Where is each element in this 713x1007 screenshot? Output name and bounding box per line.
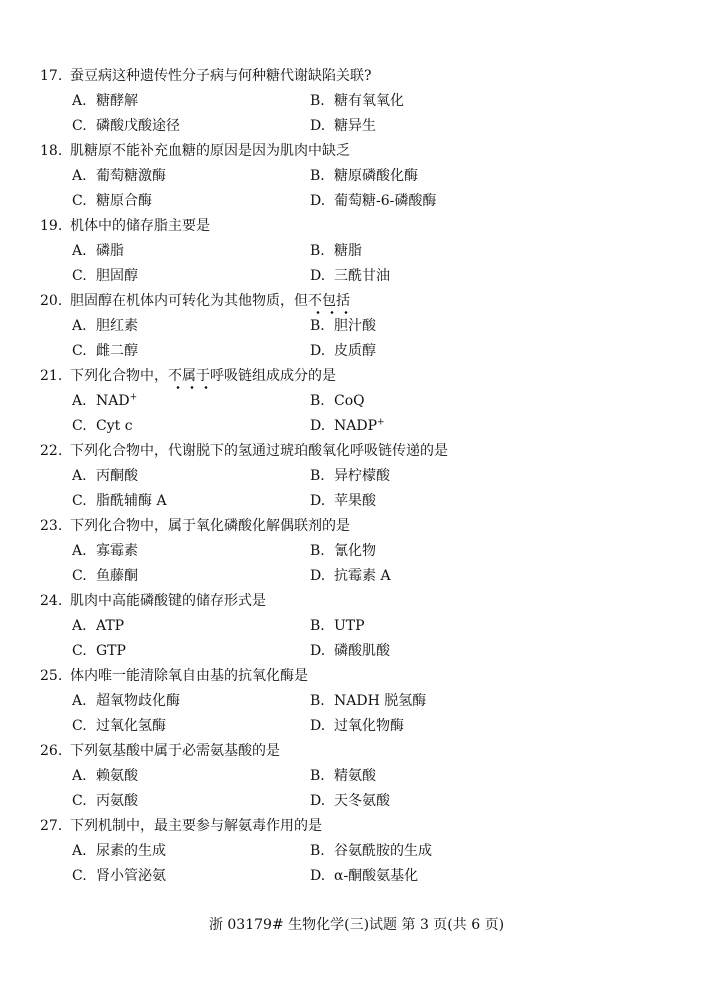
question-stem: [40, 290, 350, 312]
option-c: C. 脂酰辅酶 A: [72, 493, 167, 509]
option-c: C. 鱼藤酮: [72, 568, 138, 584]
question-text: 肌肉中高能磷酸键的储存形式是: [70, 593, 266, 609]
option-c: C. 胆固醇: [72, 268, 138, 284]
option-d: D. 磷酸肌酸: [310, 643, 390, 659]
option-a: A. 胆红素: [72, 318, 138, 334]
option-d: D. 抗霉素 A: [310, 568, 391, 584]
option-c: C. GTP: [72, 643, 126, 659]
emphasis-dotted-text: 不属于: [168, 368, 210, 384]
option-b: B. UTP: [310, 618, 365, 634]
question-text: 下列化合物中，: [70, 368, 168, 384]
question-number: 21.: [40, 368, 63, 384]
question-text-tail: 呼吸链组成成分的是: [210, 368, 336, 384]
question-stem: [40, 365, 336, 387]
option-b: B. 胆汁酸: [310, 318, 376, 334]
option-b: B. 糖原磷酸化酶: [310, 168, 418, 184]
option-a: A. 糖酵解: [72, 93, 138, 109]
option-a: A. 丙酮酸: [72, 468, 138, 484]
question-stem: [40, 740, 280, 762]
question-number: 20.: [40, 293, 63, 309]
option-c: C. 丙氨酸: [72, 793, 138, 809]
option-a: A. ATP: [72, 618, 125, 634]
option-c: C. 过氧化氢酶: [72, 718, 166, 734]
option-a: A. 尿素的生成: [72, 843, 166, 859]
question-stem: [40, 215, 210, 237]
option-d: D. 苹果酸: [310, 493, 376, 509]
option-c: C. 雌二醇: [72, 343, 138, 359]
option-a: A. 赖氨酸: [72, 768, 138, 784]
question-stem: [40, 140, 350, 162]
option-b: B. 氰化物: [310, 543, 376, 559]
option-d: D. NADP+: [310, 417, 385, 434]
option-d: D. 糖异生: [310, 118, 376, 134]
option-b: B. 异柠檬酸: [310, 468, 390, 484]
option-b: B. 精氨酸: [310, 768, 376, 784]
option-d: D. 过氧化物酶: [310, 718, 404, 734]
option-a: A. 寡霉素: [72, 543, 138, 559]
option-a: A. 超氧物歧化酶: [72, 693, 180, 709]
question-number: 24.: [40, 593, 63, 609]
question-text: 体内唯一能清除氧自由基的抗氧化酶是: [70, 668, 308, 684]
option-b: B. 谷氨酰胺的生成: [310, 843, 432, 859]
question-text: 下列机制中，最主要参与解氨毒作用的是: [70, 818, 322, 834]
question-stem: [40, 815, 322, 837]
option-c: C. 糖原合酶: [72, 193, 152, 209]
question-text: 机体中的储存脂主要是: [70, 218, 210, 234]
option-c: C. 肾小管泌氨: [72, 868, 166, 884]
page-footer: 浙 03179# 生物化学(三)试题 第 3 页(共 6 页): [208, 917, 505, 933]
option-b: B. NADH 脱氢酶: [310, 693, 427, 709]
question-stem: [40, 590, 266, 612]
option-d: D. 葡萄糖-6-磷酸酶: [310, 193, 437, 209]
question-text: 下列化合物中，属于氧化磷酸化解偶联剂的是: [70, 518, 350, 534]
question-number: 18.: [40, 143, 63, 159]
question-text: 胆固醇在机体内可转化为其他物质，但: [70, 293, 308, 309]
question-text: 下列化合物中，代谢脱下的氢通过琥珀酸氧化呼吸链传递的是: [70, 443, 448, 459]
question-stem: [40, 65, 372, 87]
option-b: B. CoQ: [310, 393, 365, 409]
question-stem: [40, 665, 308, 687]
question-text: 肌糖原不能补充血糖的原因是因为肌肉中缺乏: [70, 143, 350, 159]
superscript: +: [129, 392, 138, 403]
question-number: 25.: [40, 668, 63, 684]
question-text: 下列氨基酸中属于必需氨基酸的是: [70, 743, 280, 759]
option-b: B. 糖脂: [310, 243, 362, 259]
question-number: 26.: [40, 743, 63, 759]
question-number: 22.: [40, 443, 63, 459]
option-a: A. NAD+: [72, 392, 138, 409]
option-c: C. 磷酸戊酸途径: [72, 118, 180, 134]
option-d: D. 天冬氨酸: [310, 793, 390, 809]
question-stem: [40, 515, 350, 537]
question-number: 17.: [40, 68, 63, 84]
option-b: B. 糖有氧氧化: [310, 93, 404, 109]
question-number: 19.: [40, 218, 63, 234]
option-a: A. 葡萄糖激酶: [72, 168, 166, 184]
option-d: D. α-酮酸氨基化: [310, 868, 419, 884]
question-stem: [40, 440, 448, 462]
question-text: 蚕豆病这种遗传性分子病与何种糖代谢缺陷关联?: [70, 68, 372, 84]
question-number: 23.: [40, 518, 63, 534]
emphasis-dotted-text: 不包括: [308, 293, 350, 309]
option-a: A. 磷脂: [72, 243, 124, 259]
option-c: C. Cyt c: [72, 418, 133, 434]
option-d: D. 皮质醇: [310, 343, 376, 359]
question-number: 27.: [40, 818, 63, 834]
superscript: +: [377, 417, 385, 428]
option-d: D. 三酰甘油: [310, 268, 390, 284]
